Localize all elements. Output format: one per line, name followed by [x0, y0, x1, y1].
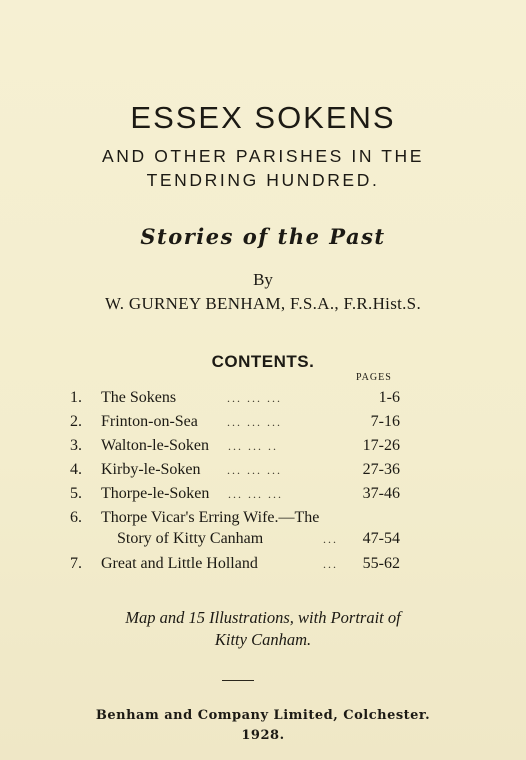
toc-entry-title: Thorpe-le-Soken — [101, 485, 210, 502]
toc-entry-pages: 17-26 — [362, 437, 400, 454]
toc-entry-title-continued: Story of Kitty Canham — [117, 530, 264, 547]
author-name: W. GURNEY BENHAM, F.S.A., F.R.Hist.S. — [104, 294, 421, 313]
toc-entry-leader: ... ... ... — [227, 415, 282, 429]
toc-entry-title: Frinton-on-Sea — [101, 413, 198, 430]
byline-by: By — [253, 270, 273, 289]
toc-entry — [70, 434, 400, 458]
toc-entry-leader: ... ... ... — [228, 487, 283, 501]
toc-entry-number: 3. — [70, 437, 82, 454]
toc-entry-leader: ... ... ... — [227, 463, 282, 477]
toc-entry-pages: 1-6 — [378, 389, 400, 406]
toc-entry-number: 6. — [70, 509, 82, 526]
toc-entry-pages: 55-62 — [362, 555, 400, 572]
illustrations-note-line-1: Map and 15 Illustrations, with Portrait of — [125, 608, 401, 627]
toc-entry-leader: ... ... .. — [228, 439, 278, 453]
book-title: ESSEX SOKENS — [130, 100, 396, 135]
toc-entry-pages: 47-54 — [362, 530, 400, 547]
toc-entry — [70, 506, 400, 552]
toc-entry-number: 2. — [70, 413, 82, 430]
publisher-name: Benham and Company Limited, Colchester. — [95, 708, 431, 723]
toc-entry-number: 4. — [70, 461, 82, 478]
toc-entry-pages: 27-36 — [362, 461, 400, 478]
toc-entry-pages: 37-46 — [362, 485, 400, 502]
publication-year: 1928. — [241, 728, 285, 743]
divider-rule — [222, 680, 254, 681]
toc-entry-title: Kirby-le-Soken — [101, 461, 201, 478]
subtitle-line-2: TENDRING HUNDRED. — [146, 170, 380, 190]
subtitle-line-1: AND OTHER PARISHES IN THE — [101, 146, 425, 166]
toc-entry — [70, 458, 400, 482]
toc-entry-leader: ... — [323, 532, 338, 546]
toc-entry — [70, 482, 400, 506]
toc-entry-title: Walton-le-Soken — [101, 437, 210, 454]
pages-column-label: PAGES — [356, 372, 392, 383]
toc-entry — [70, 552, 400, 576]
toc-entry — [70, 386, 400, 410]
illustrations-note-line-2: Kitty Canham. — [214, 630, 312, 649]
table-of-contents — [70, 386, 400, 576]
toc-entry — [70, 410, 400, 434]
toc-entry-number: 1. — [70, 389, 82, 406]
toc-entry-title: The Sokens — [101, 389, 177, 406]
toc-entry-pages: 7-16 — [370, 413, 400, 430]
toc-entry-title: Great and Little Holland — [101, 555, 258, 572]
toc-entry-number: 5. — [70, 485, 82, 502]
toc-entry-leader: ... ... ... — [227, 391, 282, 405]
toc-entry-leader: ... — [323, 557, 338, 571]
toc-entry-title: Thorpe Vicar's Erring Wife.—The — [101, 509, 320, 526]
tagline: Stories of the Past — [140, 224, 386, 249]
contents-heading: CONTENTS. — [211, 352, 315, 371]
toc-entry-number: 7. — [70, 555, 82, 572]
